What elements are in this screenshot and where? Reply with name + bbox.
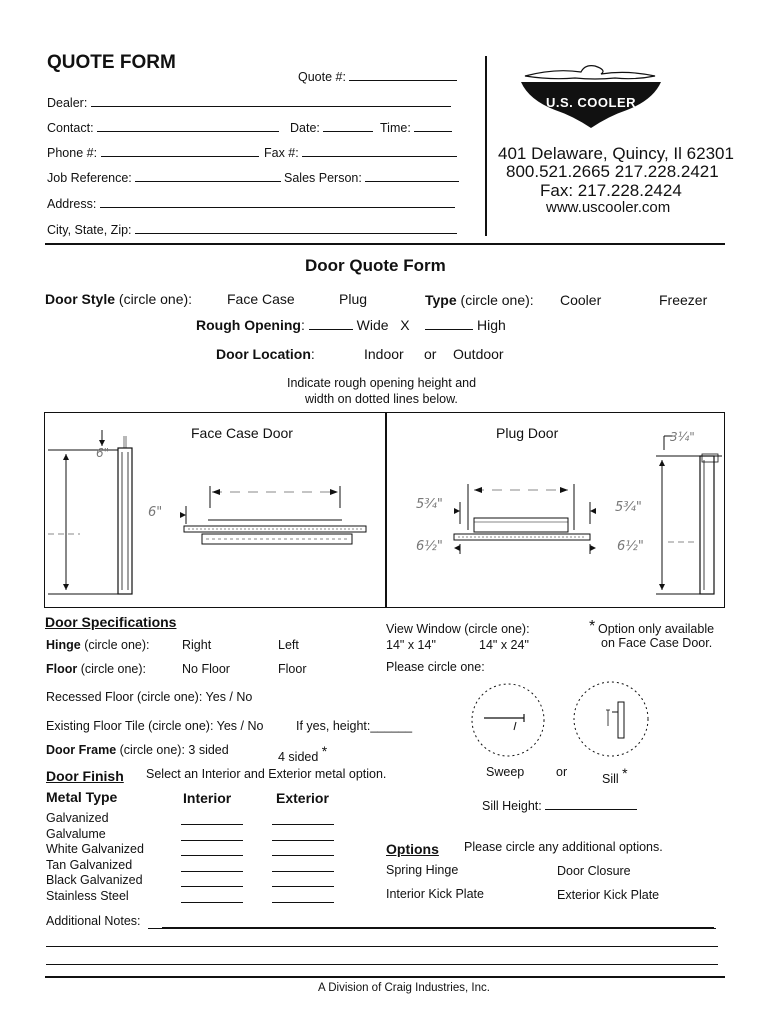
exterior-select-line[interactable]	[272, 871, 334, 872]
sales-person-field[interactable]	[284, 171, 459, 185]
sill-label: Sill	[602, 772, 619, 787]
view-window-14x24[interactable]: 14" x 24"	[479, 638, 529, 652]
option-note-line-2: on Face Case Door.	[601, 636, 713, 650]
existing-floor-tile-row[interactable]: Existing Floor Tile (circle one): Yes / No	[46, 719, 264, 733]
fax-line	[302, 156, 457, 157]
floor-option[interactable]: Floor	[278, 662, 307, 676]
type-cooler[interactable]: Cooler	[560, 292, 602, 308]
job-reference-label: Job Reference:	[47, 171, 132, 185]
contact-field[interactable]	[47, 121, 279, 135]
door-style-label: Door Style	[45, 291, 116, 307]
no-floor-option[interactable]: No Floor	[182, 662, 230, 676]
door-frame-label: Door Frame	[46, 743, 117, 757]
floor-circle-one: (circle one):	[77, 662, 147, 676]
metal-type-item: White Galvanized	[46, 842, 144, 857]
plug-dim-left-bot: 6½"	[416, 539, 443, 554]
type-row	[425, 292, 534, 308]
option-note-line-1: Option only available	[598, 622, 715, 636]
job-reference-line	[135, 181, 281, 182]
type-circle-one: (circle one):	[460, 292, 534, 308]
recessed-floor-row[interactable]: Recessed Floor (circle one): Yes / No	[46, 690, 253, 704]
time-line	[414, 131, 452, 132]
interior-select-line[interactable]	[181, 840, 243, 841]
interior-select-line[interactable]	[181, 886, 243, 887]
sales-person-line	[365, 181, 459, 182]
rough-opening-wide: Wide	[356, 317, 389, 333]
sill-option[interactable]	[602, 765, 628, 786]
company-website[interactable]: www.uscooler.com	[546, 199, 671, 216]
phone-field[interactable]	[47, 146, 259, 160]
type-freezer[interactable]: Freezer	[659, 292, 708, 308]
if-yes-height-field[interactable]: If yes, height:______	[296, 719, 413, 733]
floor-row	[46, 662, 146, 676]
dealer-line	[91, 106, 451, 107]
diagram-divider	[385, 412, 387, 608]
metal-type-item: Black Galvanized	[46, 873, 143, 888]
rough-opening-width-line[interactable]	[309, 329, 353, 330]
city-state-zip-label: City, State, Zip:	[47, 223, 132, 237]
hinge-row	[46, 638, 150, 652]
options-instruction: Please circle any additional options.	[464, 840, 663, 854]
door-location-colon: :	[310, 346, 315, 362]
door-specifications-heading: Door Specifications	[45, 614, 177, 630]
hinge-left-option[interactable]: Left	[278, 638, 299, 652]
door-location-indoor[interactable]: Indoor	[364, 346, 404, 362]
four-sided-asterisk: *	[321, 743, 328, 759]
door-frame-row	[46, 743, 229, 757]
door-location-label: Door Location	[216, 346, 311, 362]
door-location-row	[216, 346, 315, 362]
option-interior-kick-plate[interactable]: Interior Kick Plate	[386, 887, 484, 901]
notes-line-2[interactable]	[46, 946, 718, 947]
door-finish-heading: Door Finish	[46, 768, 124, 784]
exterior-select-line[interactable]	[272, 840, 334, 841]
sweep-diagram[interactable]	[470, 682, 546, 758]
notes-line-1-thick	[162, 927, 714, 929]
sill-asterisk: *	[622, 765, 628, 781]
job-reference-field[interactable]	[47, 171, 281, 185]
phone-line	[101, 156, 259, 157]
hinge-label: Hinge	[46, 638, 81, 652]
door-frame-three-sided[interactable]: (circle one): 3 sided	[116, 743, 229, 757]
company-address: 401 Delaware, Quincy, Il 62301	[498, 144, 734, 163]
date-field[interactable]	[290, 121, 373, 135]
interior-select-line[interactable]	[181, 871, 243, 872]
door-finish-instruction: Select an Interior and Exterior metal option.	[146, 767, 387, 781]
plug-dim-right-bot: 6½"	[617, 539, 644, 554]
door-style-row	[45, 291, 192, 307]
interior-select-line[interactable]	[181, 855, 243, 856]
dealer-field[interactable]	[47, 96, 451, 110]
plug-elevation-drawing	[644, 428, 722, 604]
indicate-line-1: Indicate rough opening height and	[287, 376, 477, 390]
dealer-label: Dealer:	[47, 96, 88, 110]
metal-type-item: Tan Galvanized	[46, 857, 133, 872]
date-line	[323, 131, 373, 132]
header-divider	[485, 56, 487, 236]
sill-height-field[interactable]	[482, 799, 637, 813]
additional-notes-label: Additional Notes:	[46, 914, 141, 928]
city-state-zip-line	[135, 233, 457, 234]
face-case-plan-drawing	[140, 480, 372, 550]
address-line	[100, 207, 455, 208]
footer-rule	[45, 976, 725, 978]
type-label: Type	[425, 292, 457, 308]
logo-text: U.S. COOLER	[546, 95, 637, 110]
plug-dim-top: 3¼"	[670, 430, 695, 444]
date-label: Date:	[290, 121, 320, 135]
quote-number-line	[349, 80, 457, 81]
metal-type-heading: Metal Type	[46, 789, 118, 805]
rough-opening-label: Rough Opening	[196, 317, 301, 333]
view-window-label: View Window (circle one):	[386, 622, 530, 636]
sales-person-label: Sales Person:	[284, 171, 362, 185]
plug-door-title: Plug Door	[496, 425, 559, 441]
sill-height-line[interactable]	[545, 809, 637, 810]
four-sided-label: 4 sided	[278, 750, 319, 765]
fc-dim-side: 6"	[148, 505, 163, 520]
sill-diagram[interactable]	[572, 680, 650, 758]
rough-opening-height-line[interactable]	[425, 329, 473, 330]
door-frame-four-sided[interactable]	[278, 743, 327, 764]
fax-field[interactable]	[264, 146, 457, 160]
hinge-right-option[interactable]: Right	[182, 638, 212, 652]
fax-label: Fax #:	[264, 146, 299, 160]
door-quote-form-title: Door Quote Form	[305, 256, 446, 275]
header-rule	[45, 243, 725, 245]
options-heading: Options	[386, 841, 439, 857]
view-window-14x14[interactable]: 14" x 14"	[386, 638, 436, 652]
form-title: QUOTE FORM	[47, 52, 176, 73]
sweep-option[interactable]: Sweep	[486, 765, 525, 779]
face-case-door-title: Face Case Door	[191, 425, 293, 441]
metal-type-item: Stainless Steel	[46, 889, 129, 903]
exterior-select-line[interactable]	[272, 886, 334, 887]
rough-opening-row[interactable]	[196, 317, 506, 333]
time-field[interactable]	[380, 121, 452, 135]
sweep-or: or	[556, 765, 568, 779]
exterior-select-line[interactable]	[272, 855, 334, 856]
exterior-select-line[interactable]	[272, 824, 334, 825]
notes-line-3[interactable]	[46, 964, 718, 965]
door-style-plug[interactable]: Plug	[339, 291, 368, 307]
company-phones: 800.521.2665 217.228.2421	[506, 162, 719, 181]
interior-select-line[interactable]	[181, 902, 243, 903]
interior-heading: Interior	[183, 790, 232, 806]
contact-label: Contact:	[47, 121, 94, 135]
address-label: Address:	[47, 197, 97, 211]
sill-height-label: Sill Height:	[482, 799, 542, 813]
hinge-circle-one: (circle one):	[80, 638, 150, 652]
indicate-line-2: width on dotted lines below.	[305, 392, 458, 406]
door-location-or: or	[424, 346, 437, 362]
door-location-outdoor[interactable]: Outdoor	[453, 346, 504, 362]
door-style-face-case[interactable]: Face Case	[227, 291, 295, 307]
footer-text: A Division of Craig Industries, Inc.	[318, 982, 490, 994]
plug-dim-left-top: 5¾"	[416, 497, 443, 512]
please-circle-one: Please circle one:	[386, 660, 485, 674]
rough-opening-x: X	[400, 317, 410, 333]
address-field[interactable]	[47, 197, 455, 211]
city-state-zip-field[interactable]	[47, 223, 457, 237]
quote-number-field[interactable]	[298, 70, 457, 84]
contact-line	[97, 131, 279, 132]
plug-dim-right-top: 5¾"	[615, 500, 642, 515]
exterior-select-line[interactable]	[272, 902, 334, 903]
option-exterior-kick-plate[interactable]: Exterior Kick Plate	[557, 888, 660, 902]
metal-type-item: Galvanized	[46, 811, 109, 825]
interior-select-line[interactable]	[181, 824, 243, 825]
floor-label: Floor	[46, 662, 78, 676]
rough-opening-colon: :	[300, 317, 305, 333]
rough-opening-high: High	[477, 317, 506, 333]
exterior-heading: Exterior	[276, 790, 329, 806]
quote-number-label: Quote #:	[298, 70, 346, 84]
option-note-asterisk: *	[589, 618, 596, 635]
option-spring-hinge[interactable]: Spring Hinge	[386, 863, 459, 877]
metal-type-item: Galvalume	[46, 826, 106, 841]
company-fax: Fax: 217.228.2424	[540, 181, 682, 200]
fc-dim-top: 6"	[96, 446, 110, 460]
option-door-closure[interactable]: Door Closure	[557, 864, 631, 878]
phone-label: Phone #:	[47, 146, 98, 160]
door-style-circle-one: (circle one):	[118, 291, 193, 307]
time-label: Time:	[380, 121, 411, 135]
